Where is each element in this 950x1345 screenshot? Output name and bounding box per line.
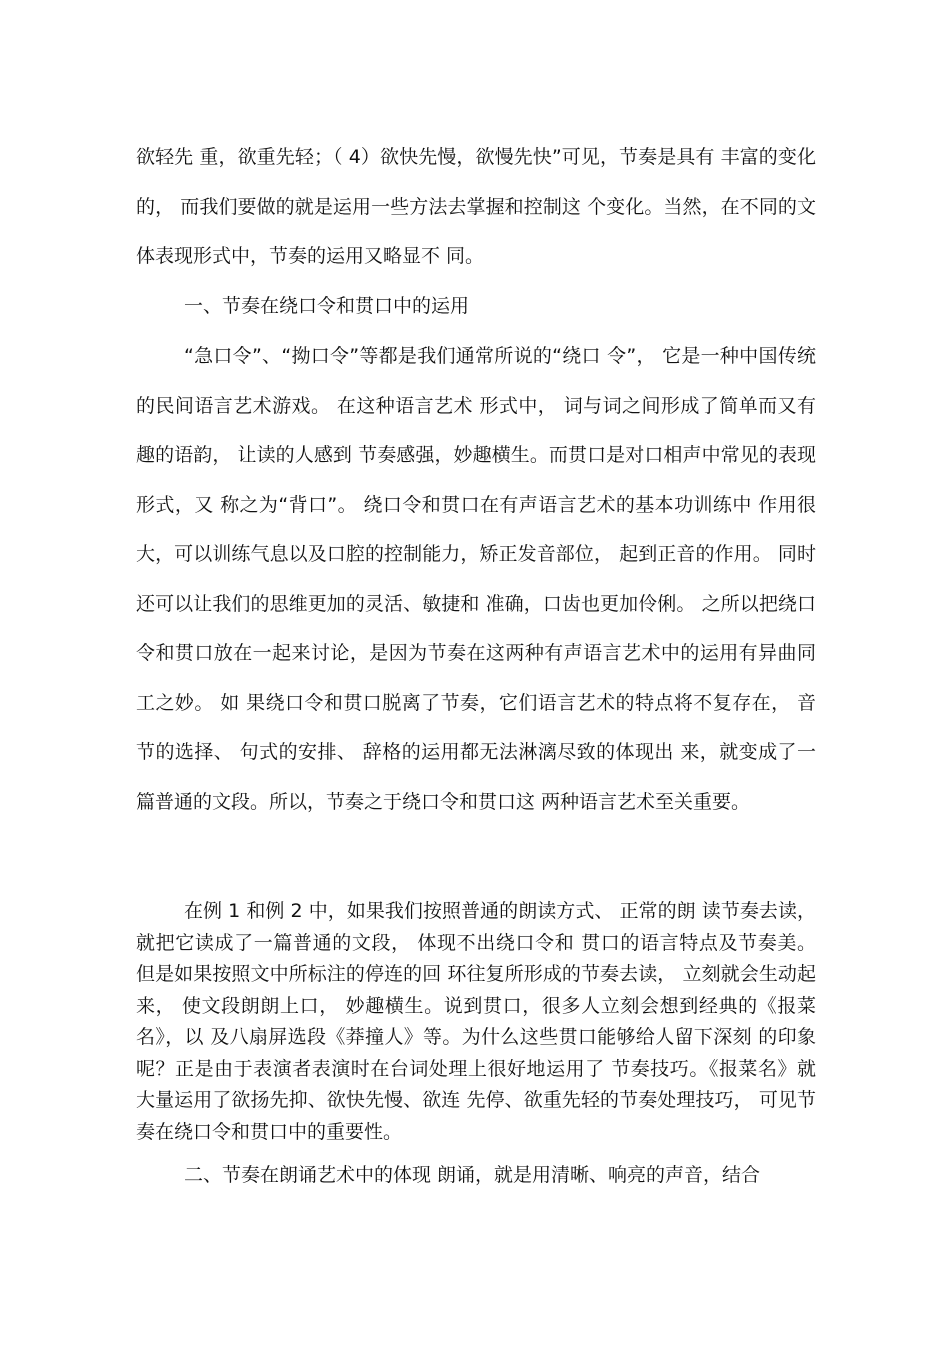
paragraph-examples: 在例 1 和例 2 中，如果我们按照普通的朗读方式、 正常的朗 读节奏去读， 就把它读成了一篇普通的文段， 体现不出绕口令和 贯口的语言特点及节奏美。 但是如果按照文中所标注的停连的回 环往复所形成的节奏去读， 立刻就会生动起来， 使文段朗朗上口， 妙趣横生。说到贯口，很多人立刻会想到经典的《报菜名》，以 及八扇屏选段《莽撞人》等。为什么这些贯口能够给人留下深刻 的印象呢？正是由于表演者表演时在台词处理上很好地运用了 节奏技巧。《报菜名》就大量运用了欲扬先抑、欲快先慢、欲连 先停、欲重先轻的节奏处理技巧， 可见节奏在绕口令和贯口中的重要性。 (136, 900, 816, 1143)
section-heading-tongue-twister: 一、节奏在绕口令和贯口中的运用 (184, 295, 470, 317)
paragraph-tongue-twister: “急口令”、“拗口令”等都是我们通常所说的“绕口 令”， 它是一种中国传统的民间语言艺术游戏。 在这种语言艺术 形式中， 词与词之间形成了简单而又有趣的语韵， 让读的人感到 节奏感强，妙趣横生。而贯口是对口相声中常见的表现形式，又 称之为“背口”。 绕口令和贯口在有声语言艺术的基本功训练中 作用很大，可以训练气息以及口腔的控制能力，矫正发音部位， 起到正音的作用。 同时还可以让我们的思维更加的灵活、敏捷和 准确，口齿也更加伶俐。 之所以把绕口令和贯口放在一起来讨论，是因为节奏在这两种有声语言艺术中的运用有异曲同工之妙。 如 果绕口令和贯口脱离了节奏，它们语言艺术的特点将不复存在， 音节的选择、 句式的安排、 辞格的运用都无法淋漓尽致的体现出 来，就变成了一篇普通的文段。所以，节奏之于绕口令和贯口这 两种语言艺术至关重要。 (136, 345, 816, 813)
paragraph-rhythm-variation: 欲轻先 重，欲重先轻；（ 4）欲快先慢，欲慢先快”可见，节奏是具有 丰富的变化的， 而我们要做的就是运用一些方法去掌握和控制这 个变化。当然，在不同的文体表现形式中，节奏的运用又略显不 同。 (136, 146, 816, 267)
section-heading-recitation: 二、节奏在朗诵艺术中的体现 朗诵，就是用清晰、响亮的声音，结合 (184, 1164, 761, 1186)
